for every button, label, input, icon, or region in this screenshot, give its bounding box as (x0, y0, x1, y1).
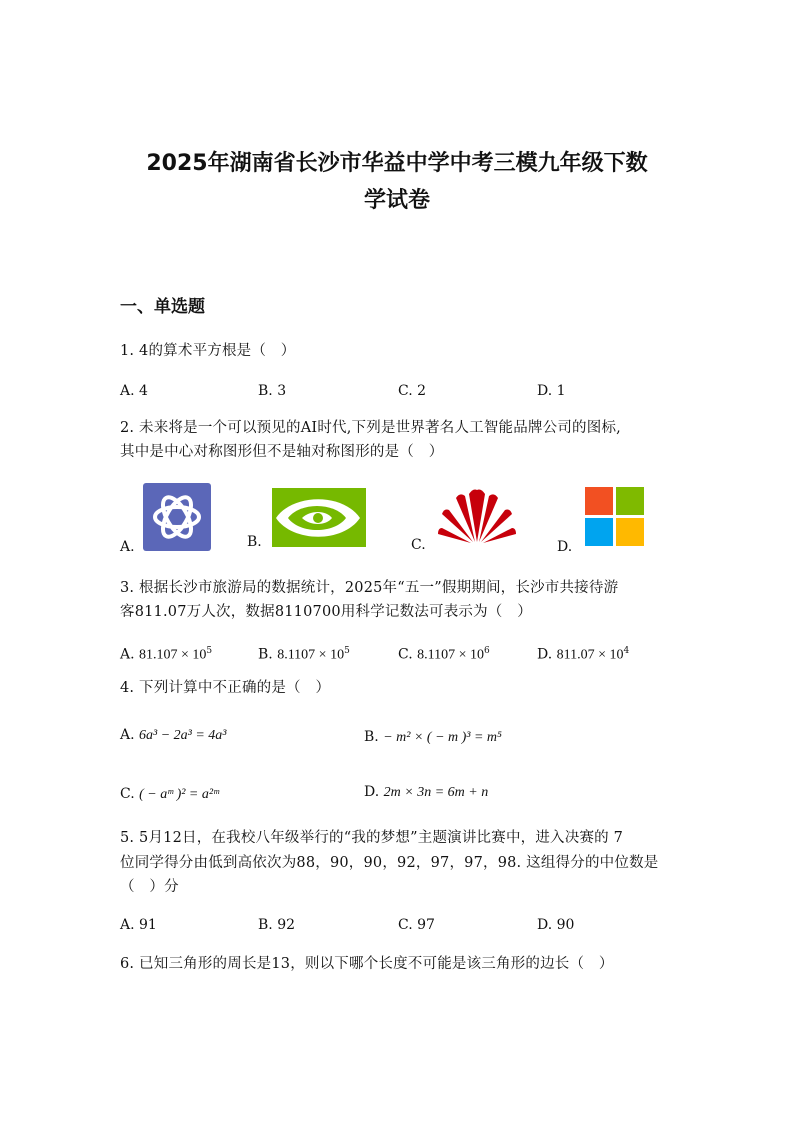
q5-option-a: A. 91 (120, 917, 157, 933)
option-label: C. (120, 786, 135, 802)
question-5-line3: （ ）分 (120, 879, 179, 895)
exponent: 5 (206, 646, 213, 656)
question-3-line1: 3. 根据长沙市旅游局的数据统计，2025年“五一”假期期间，长沙市共接待游 (120, 580, 619, 596)
exponent: 5 (344, 646, 350, 656)
option-label: B. (364, 729, 379, 745)
question-2-line2: 其中是中心对称图形但不是轴对称图形的是（ ） (120, 444, 444, 460)
q5-option-d: D. 90 (537, 917, 575, 933)
q1-option-a: A. 4 (120, 383, 148, 399)
q2-option-c: C. (411, 537, 426, 553)
q3-option-d (537, 641, 629, 666)
option-math: 6a³ − 2a³ = 4a³ (139, 728, 227, 743)
q3-option-a (120, 641, 212, 666)
section-heading: 一、单选题 (120, 297, 205, 317)
q5-option-c: C. 97 (398, 917, 435, 933)
q3-option-b (258, 641, 350, 666)
huawei-logo-icon (436, 486, 518, 544)
q5-option-b: B. 92 (258, 917, 296, 933)
q1-option-b: B. 3 (258, 383, 287, 399)
q1-option-d: D. 1 (537, 383, 566, 399)
q2-option-a: A. (120, 539, 135, 555)
microsoft-logo-icon (585, 487, 644, 546)
option-math: 8.1107 × 10 (277, 647, 345, 663)
exponent: 4 (623, 646, 630, 656)
q4-option-a (120, 725, 227, 746)
q3-option-c (398, 641, 490, 666)
option-math: 81.107 × 10 (139, 647, 207, 663)
option-math: − m² × ( − m )³ = m⁵ (383, 730, 502, 745)
option-label: D. (537, 646, 553, 663)
nvidia-logo-icon (272, 488, 366, 547)
question-6: 6. 已知三角形的周长是13，则以下哪个长度不可能是该三角形的边长（ ） (120, 956, 614, 972)
q4-option-c (120, 784, 219, 805)
option-label: B. (258, 646, 273, 663)
option-math: 8.1107 × 10 (417, 647, 485, 663)
q4-option-d (364, 782, 488, 803)
exponent: 6 (484, 646, 490, 656)
q1-option-c: C. 2 (398, 383, 427, 399)
question-4: 4. 下列计算中不正确的是（ ） (120, 680, 331, 696)
question-5-line2: 位同学得分由低到高依次为88，90，90，92，97，97，98. 这组得分的中位数是 (120, 855, 659, 871)
openai-logo-icon (143, 483, 211, 551)
question-2-line1: 2. 未来将是一个可以预见的AI时代,下列是世界著名人工智能品牌公司的图标, (120, 420, 621, 436)
question-5-line1: 5. 5月12日，在我校八年级举行的“我的梦想”主题演讲比赛中，进入决赛的 7 (120, 830, 624, 846)
option-label: D. (364, 784, 380, 800)
question-1: 1. 4的算术平方根是（ ） (120, 343, 296, 359)
q4-option-b (364, 727, 502, 748)
q2-option-b: B. (247, 534, 262, 550)
option-math: ( − aᵐ )² = a²ᵐ (139, 787, 219, 802)
page-title-line2: 学试卷 (363, 188, 430, 213)
option-math: 2m × 3n = 6m + n (383, 785, 489, 800)
question-3-line2: 客811.07万人次，数据8110700用科学记数法可表示为（ ） (120, 604, 532, 620)
option-label: A. (120, 727, 135, 743)
option-label: C. (398, 646, 413, 663)
q2-option-d: D. (557, 539, 573, 555)
option-math: 811.07 × 10 (556, 647, 624, 663)
option-label: A. (120, 646, 135, 663)
page-title-line1: 2025年湖南省长沙市华益中学中考三模九年级下数 (146, 151, 648, 176)
